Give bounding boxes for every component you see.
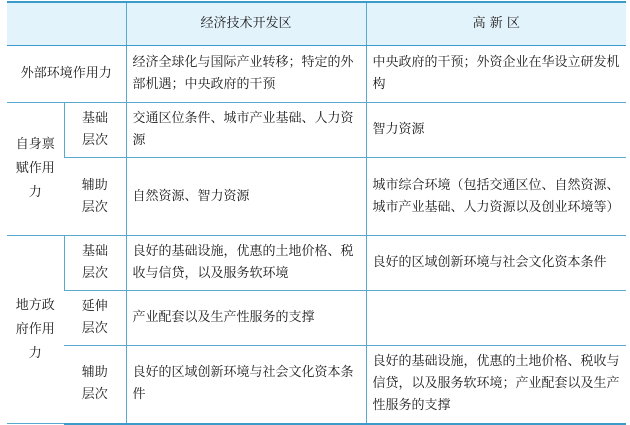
- endowment-basic-high-tech-zone-cell: 智力资源: [366, 103, 626, 158]
- government-force-label: 地方政府作用力: [7, 236, 64, 424]
- header-row: [7, 2, 626, 46]
- government-auxiliary-level: 辅助层次: [64, 346, 126, 424]
- header-development-zone: 经济技术开发区: [126, 2, 366, 46]
- government-basic-row: [7, 236, 626, 291]
- endowment-force-label: 自身禀赋作用力: [7, 103, 64, 236]
- comparison-table: [7, 1, 626, 425]
- government-extension-high-tech-zone-cell: [366, 291, 626, 346]
- external-high-tech-zone-cell: 中央政府的干预；外资企业在华设立研发机构: [366, 46, 626, 103]
- header-corner-cell: [7, 2, 126, 46]
- government-basic-level: 基础层次: [64, 236, 126, 291]
- endowment-auxiliary-development-zone-cell: 自然资源、智力资源: [126, 158, 366, 236]
- external-development-zone-cell: 经济全球化与国际产业转移；特定的外部机遇；中央政府的干预: [126, 46, 366, 103]
- government-basic-development-zone-cell: 良好的基础设施，优惠的土地价格、税收与信贷，以及服务软环境: [126, 236, 366, 291]
- endowment-basic-development-zone-cell: 交通区位条件、城市产业基础、人力资源: [126, 103, 366, 158]
- government-basic-high-tech-zone-cell: 良好的区域创新环境与社会文化资本条件: [366, 236, 626, 291]
- government-extension-level: 延伸层次: [64, 291, 126, 346]
- government-auxiliary-development-zone-cell: 良好的区域创新环境与社会文化资本条件: [126, 346, 366, 424]
- endowment-basic-level: 基础层次: [64, 103, 126, 158]
- government-extension-development-zone-cell: 产业配套以及生产性服务的支撑: [126, 291, 366, 346]
- government-extension-row: [7, 291, 626, 346]
- government-auxiliary-high-tech-zone-cell: 良好的基础设施，优惠的土地价格、税收与信贷，以及服务软环境；产业配套以及生产性服务的支撑: [366, 346, 626, 424]
- external-row: [7, 46, 626, 103]
- endowment-basic-row: [7, 103, 626, 158]
- government-auxiliary-row: [7, 346, 626, 424]
- header-high-tech-zone: 高 新 区: [366, 2, 626, 46]
- external-force-label: 外部环境作用力: [7, 46, 126, 103]
- endowment-auxiliary-row: [7, 158, 626, 236]
- endowment-auxiliary-high-tech-zone-cell: 城市综合环境（包括交通区位、自然资源、城市产业基础、人力资源以及创业环境等）: [366, 158, 626, 236]
- endowment-auxiliary-level: 辅助层次: [64, 158, 126, 236]
